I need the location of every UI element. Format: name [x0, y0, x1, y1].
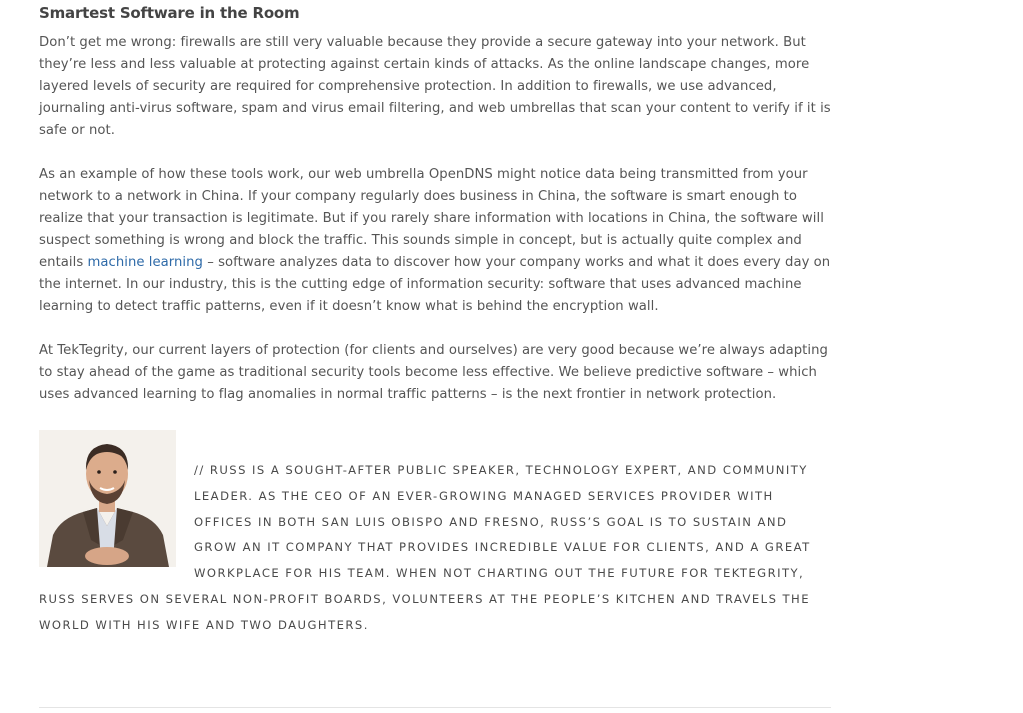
author-bio-text: // RUSS IS A SOUGHT-AFTER PUBLIC SPEAKER, TECHNOLOGY EXPERT, AND COMMUNITY LEADER. AS THE CEO OF AN EVER-GROWING MANAGED SERVICES PROVIDER WITH OFFICES IN BOTH SAN LUIS OBISPO AND FRESNO, RUSS’S GOAL IS TO SUSTAIN AND GROW AN IT COMPANY THAT PROVIDES INCREDIBLE VALUE FOR CLIENTS, AND A GREAT WORKPLACE FOR HIS TEAM. WHEN NOT CHARTING OUT THE FUTURE FOR TEKTEGRITY, RUSS SERVES ON SEVERAL NON-PROFIT BOARDS, VOLUNTEERS AT THE PEOPLE’S KITCHEN AND TRAVELS THE WORLD WITH HIS WIFE AND TWO DAUGHTERS. — [39, 463, 811, 632]
divider — [39, 707, 831, 708]
article-body — [39, 0, 834, 639]
paragraph-example-text-before: As an example of how these tools work, our web umbrella OpenDNS might notice data being transmitted from your network to a network in China. If your company regularly does business in China, the software is smart enough to realize that your transaction is legitimate. But if you rarely share information with locations in China, the software will suspect something is wrong and block the traffic. This sounds simple in concept, but is actually quite complex and entails — [39, 167, 824, 270]
paragraph-example-text-after: – software analyzes data to discover how your company works and what it does every day on the internet. In our industry, this is the cutting edge of information security: software that uses advanced machine learning to detect traffic patterns, even if it doesn’t know what is behind the encryption wall. — [39, 255, 831, 314]
author-photo — [39, 430, 176, 567]
machine-learning-link[interactable]: machine learning — [87, 255, 203, 270]
section-heading: Smartest Software in the Room — [39, 4, 300, 22]
paragraph-example — [39, 164, 834, 318]
paragraph-tektegrity: At TekTegrity, our current layers of protection (for clients and ourselves) are very good because we’re always adapting to stay ahead of the game as traditional security tools become less effective. We believe predictive software – which uses advanced learning to flag anomalies in normal traffic patterns – is the next frontier in network protection. — [39, 343, 828, 402]
paragraph-firewalls: Don’t get me wrong: firewalls are still very valuable because they provide a secure gateway into your network. But they’re less and less valuable at protecting against certain kinds of attacks. As the online landscape changes, more layered levels of security are required for comprehensive protection. In addition to firewalls, we use advanced, journaling anti-virus software, spam and virus email filtering, and web umbrellas that scan your content to verify if it is safe or not. — [39, 35, 831, 138]
author-portrait-icon — [39, 430, 176, 567]
author-bio — [39, 430, 834, 639]
